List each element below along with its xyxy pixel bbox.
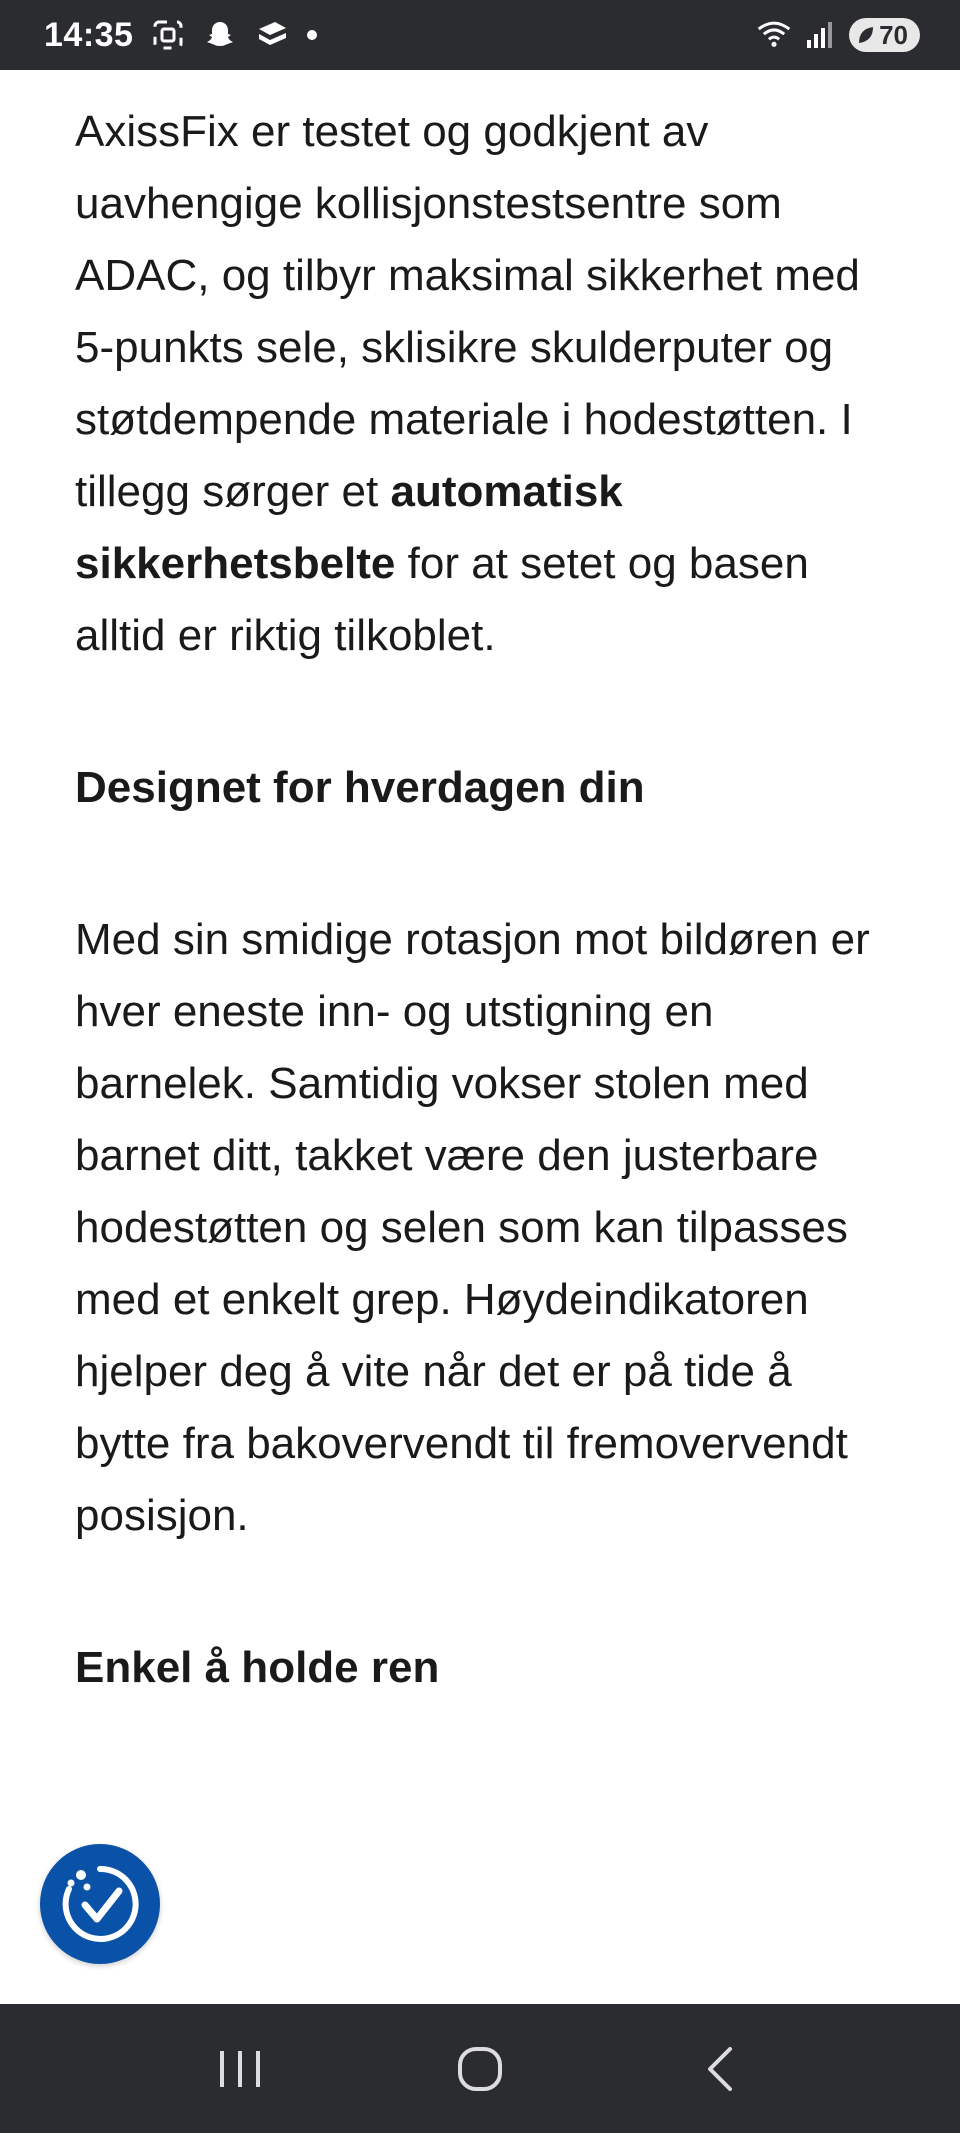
wifi-icon <box>757 18 791 52</box>
heading-design: Designet for hverdagen din <box>75 763 645 812</box>
paragraph-text: for at setet og basen alltid er riktig tilkoblet. <box>75 539 809 660</box>
dot-icon <box>307 30 317 40</box>
signal-icon <box>803 18 837 52</box>
accessibility-button[interactable] <box>40 1844 160 1964</box>
paragraph-safety <box>75 96 885 672</box>
recent-apps-icon <box>216 2047 264 2091</box>
back-icon <box>700 2044 740 2094</box>
battery-indicator <box>849 18 920 52</box>
back-button[interactable] <box>680 2029 760 2109</box>
accessibility-check-icon <box>57 1861 143 1947</box>
screenshot-icon <box>151 18 185 52</box>
battery-level: 70 <box>879 19 908 50</box>
navigation-bar <box>0 2004 960 2133</box>
snapchat-icon <box>203 18 237 52</box>
stack-icon <box>255 18 289 52</box>
home-icon <box>455 2044 505 2094</box>
home-button[interactable] <box>440 2029 520 2109</box>
heading-clean: Enkel å holde ren <box>75 1643 440 1692</box>
leaf-icon <box>857 25 875 45</box>
status-time: 14:35 <box>44 15 134 54</box>
bold-text: automatisk sikkerhetsbelte <box>75 467 623 588</box>
article-content <box>0 70 960 2004</box>
paragraph-design: Med sin smidige rotasjon mot bildøren er hver eneste inn- og utstigning en barnelek. Samtidig vokser stolen med barnet ditt, takket være den justerbare hodestøtten og selen som kan tilpasses med et enkelt grep. Høydeindikatoren hjelper deg å vite når det er på tide å bytte fra bakovervendt til fremovervendt posisjon. <box>75 915 870 1540</box>
paragraph-text: AxissFix er testet og godkjent av uavhengige kollisjonstestsentre som ADAC, og tilbyr maksimal sikkerhet med 5-punkts sele, sklisikre skulderputer og støtdempende materiale i hodestøtten. I tillegg sørger et <box>75 107 860 516</box>
status-bar <box>0 0 960 70</box>
recent-apps-button[interactable] <box>200 2029 280 2109</box>
